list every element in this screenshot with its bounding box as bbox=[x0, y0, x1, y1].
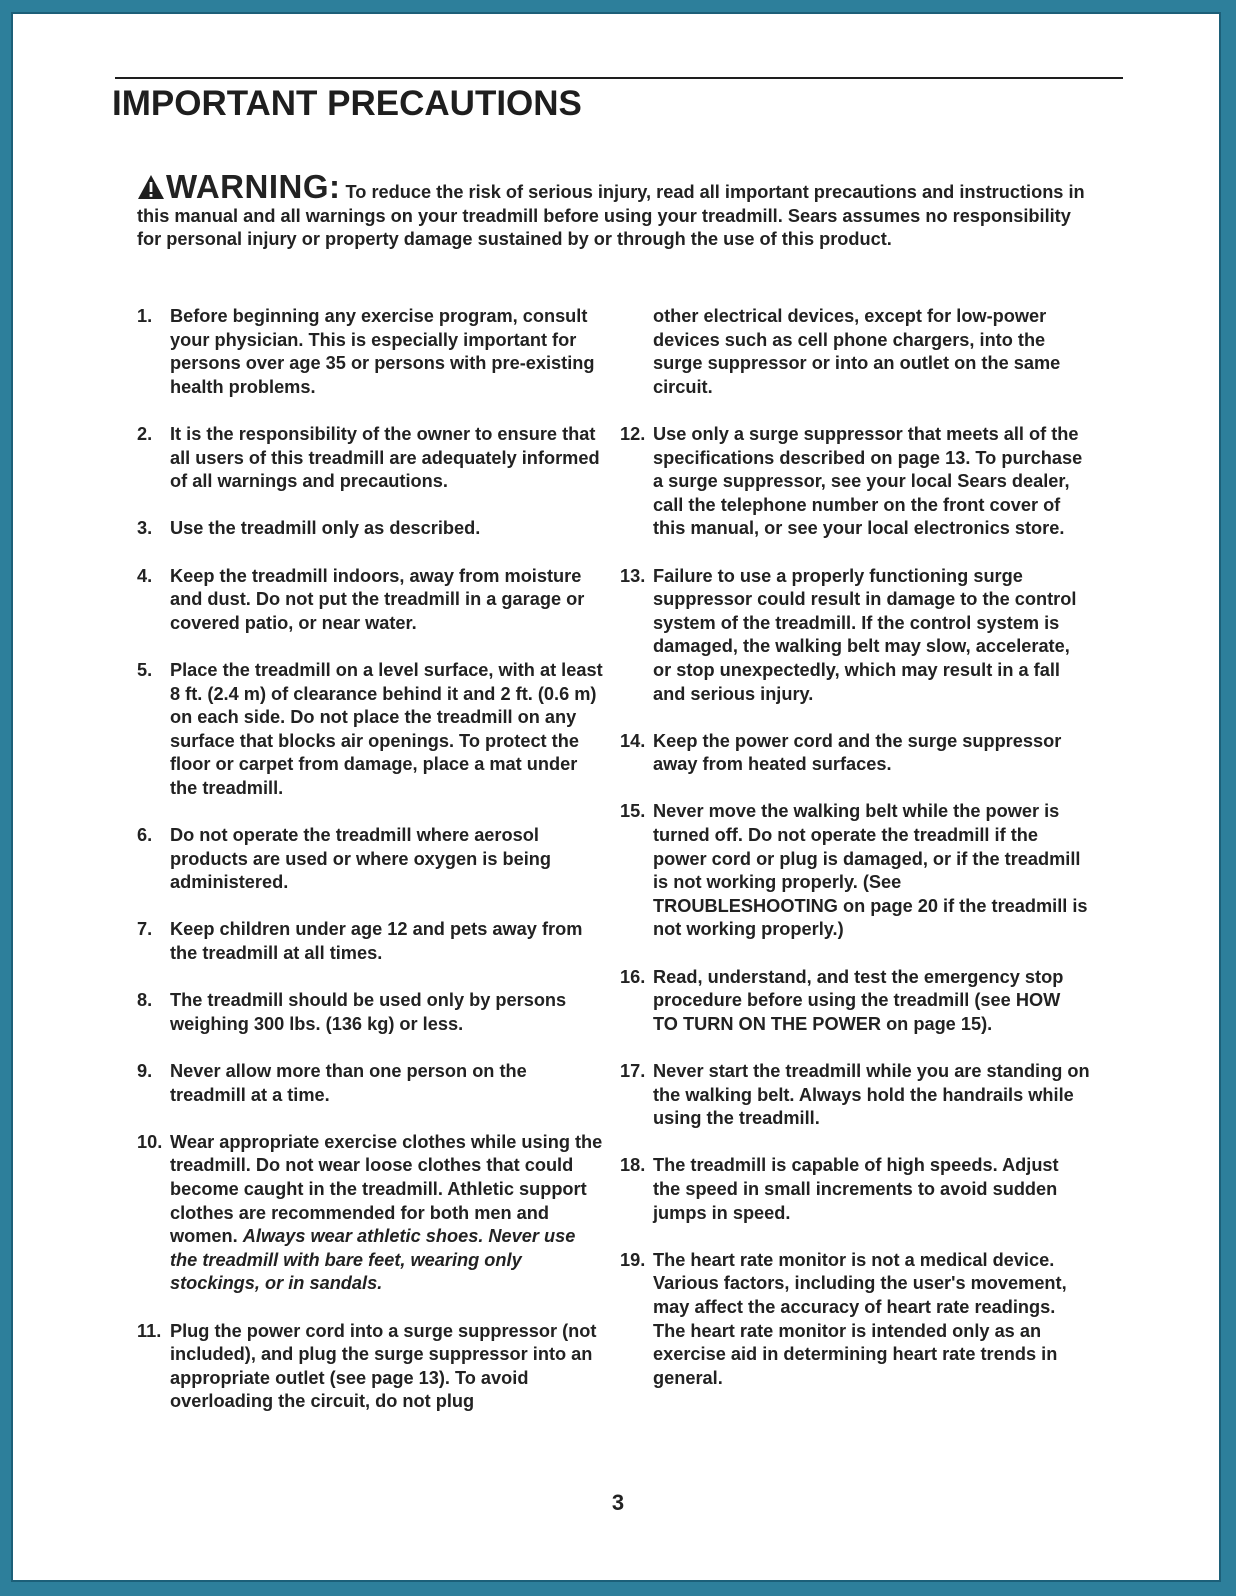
list-item: 15. Never move the walking belt while the power is turned off. Do not operate the treadmill if the power cord or plug is damaged, or if the treadmill is not working properly. (See TROUBLESHOOTING on page 20 if the treadmill is not working properly.) bbox=[620, 801, 1088, 940]
list-item: 6. Do not operate the treadmill where aerosol products are used or where oxygen is being administered. bbox=[137, 825, 552, 893]
left-column bbox=[137, 305, 607, 1438]
emphasis-text: Always wear athletic shoes. Never use the treadmill with bare feet, wearing only stockings, or in sandals. bbox=[170, 1226, 576, 1294]
warning-triangle-icon bbox=[137, 174, 165, 200]
list-item: 5. Place the treadmill on a level surface, with at least 8 ft. (2.4 m) of clearance behind it and 2 ft. (0.6 m) on each side. Do not place the treadmill on any surface that blocks air openings. To protect the floor or carpet from damage, place a mat under the treadmill. bbox=[137, 659, 603, 798]
header-rule bbox=[115, 77, 1123, 79]
list-item: 1. Before beginning any exercise program, consult your physician. This is especially important for persons over age 35 or persons with pre-existing health problems. bbox=[137, 306, 595, 397]
list-item-continuation: other electrical devices, except for low-power devices such as cell phone chargers, into the surge suppressor or into an outlet on the same circuit. bbox=[653, 306, 1061, 397]
list-item: 17. Never start the treadmill while you are standing on the walking belt. Always hold the handrails while using the treadmill. bbox=[620, 1061, 1090, 1129]
list-item: 18. The treadmill is capable of high speeds. Adjust the speed in small increments to avoid sudden jumps in speed. bbox=[620, 1155, 1059, 1223]
list-item: 12. Use only a surge suppressor that meets all of the specifications described on page 13. To purchase a surge suppressor, see your local Sears dealer, call the telephone number on the front cover of this manual, or see your local electronics store. bbox=[620, 423, 1083, 539]
list-item: 19. The heart rate monitor is not a medical device. Various factors, including the user's movement, may affect the accuracy of heart rate readings. The heart rate monitor is intended only as an exercise aid in determining heart rate trends in general. bbox=[620, 1249, 1067, 1388]
list-item: 16. Read, understand, and test the emergency stop procedure before using the treadmill (see HOW TO TURN ON THE POWER on page 15). bbox=[620, 966, 1064, 1034]
list-item: 4. Keep the treadmill indoors, away from moisture and dust. Do not put the treadmill in a garage or covered patio, or near water. bbox=[137, 565, 585, 633]
list-item: 9. Never allow more than one person on the treadmill at a time. bbox=[137, 1061, 527, 1105]
page-number: 3 bbox=[611, 1490, 625, 1515]
right-column bbox=[620, 305, 1090, 1414]
list-item: 13. Failure to use a properly functioning surge suppressor could result in damage to the control system of the treadmill. If the control system is damaged, the walking belt may slow, accelerate, or stop unexpectedly, which may result in a fall and serious injury. bbox=[620, 565, 1077, 704]
list-item: 10. Wear appropriate exercise clothes while using the treadmill. Do not wear loose clothes that could become caught in the treadmill. Athletic support clothes are recommended for both men and women. Always wear athletic shoes. Never use the treadmill with bare feet, wearing only stockings, or in sandals. bbox=[137, 1131, 603, 1294]
list-item: 8. The treadmill should be used only by persons weighing 300 lbs. (136 kg) or less. bbox=[137, 990, 567, 1034]
list-item: 14. Keep the power cord and the surge suppressor away from heated surfaces. bbox=[620, 730, 1062, 775]
warning-label: WARNING: bbox=[166, 168, 341, 205]
list-item: 7. Keep children under age 12 and pets away from the treadmill at all times. bbox=[137, 919, 583, 964]
list-item: 2. It is the responsibility of the owner to ensure that all users of this treadmill are adequately informed of all warnings and precautions. bbox=[137, 423, 600, 492]
page-title: IMPORTANT PRECAUTIONS bbox=[112, 84, 582, 123]
list-item: 3. Use the treadmill only as described. bbox=[137, 518, 481, 539]
warning-block bbox=[137, 168, 1097, 252]
warning-text: To reduce the risk of serious injury, read all important precautions and instructions in this manual and all warnings on your treadmill before using your treadmill. Sears assumes no responsibility for personal injury or property damage sustained by or through the use of this product. bbox=[137, 182, 1085, 250]
list-item: 11. Plug the power cord into a surge suppressor (not included), and plug the surge suppressor into an appropriate outlet (see page 13). To avoid overloading the circuit, do not plug bbox=[137, 1320, 597, 1412]
